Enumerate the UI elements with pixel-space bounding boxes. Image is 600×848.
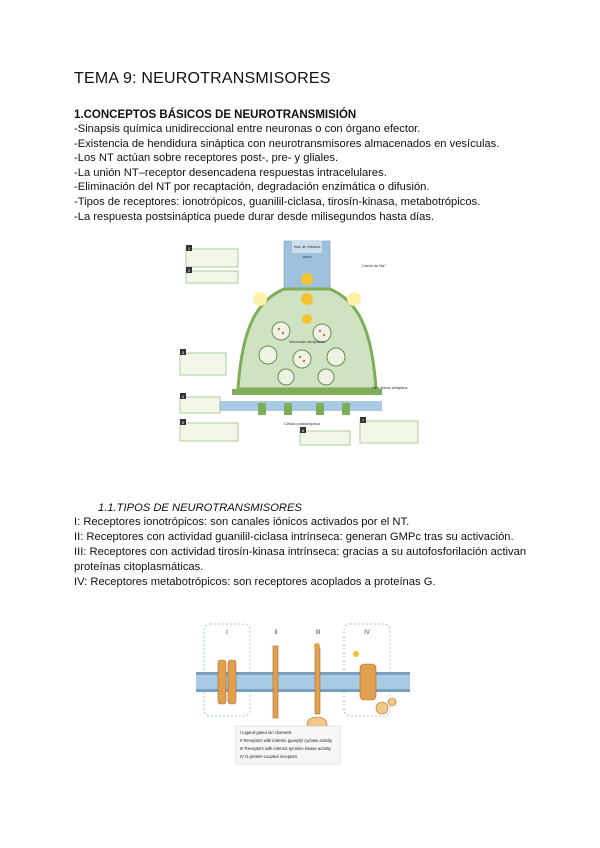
receptor-type-item: I: Receptores ionotrópicos: son canales iónicos activados por el NT. [74,516,410,528]
label-postsynaptic: Célula postsináptica [284,421,320,426]
panel-label: III [315,630,321,636]
receptor-type-item: II: Receptores con actividad guanilil-ciclasa intrínseca: generan GMPc tras su activación. [74,531,514,543]
page-title: TEMA 9: NEUROTRANSMISORES [74,70,331,87]
concept-line: -Existencia de hendidura sináptica con neurotransmisores almacenados en vesículas. [74,137,500,150]
svg-text:IV G protein-coupled receptors: IV G protein-coupled receptors [240,754,298,759]
concept-line: -La unión NT–receptor desencadena respuestas intracelulares. [74,166,387,179]
receptor-type-item: III: Receptores con actividad tirosín-kinasa intrínseca: gracias a su autofosforilación activan proteínas citoplasmáticas. [74,546,527,573]
svg-text:2: 2 [187,268,191,273]
step-box [360,417,418,443]
g-protein-receptor [360,664,376,700]
concept-line: -Eliminación del NT por recaptación, degradación enzimática o difusión. [74,181,430,194]
svg-text:II Receptors with intrinsic gu: II Receptors with intrinsic guanylyl cyclase activity [240,738,333,743]
panel-label: I [226,630,228,636]
receptor-types-figure [196,620,410,766]
concept-line: -Tipos de receptores: ionotrópicos, guanilil-ciclasa, tirosín-kinasa, metabotrópicos. [74,195,481,208]
svg-text:5: 5 [181,420,185,425]
receptor-types-list [74,515,564,590]
receptor-type-item: IV: Receptores metabotrópicos: son receptores acoplados a proteínas G. [74,576,436,588]
svg-text:3: 3 [181,350,185,355]
step-box [180,349,226,375]
concept-line: -Los NT actúan sobre receptores post-, pre- y gliales. [74,152,339,165]
label-vesicles: Vesículas sinápticas [288,339,326,344]
panel-label: II [274,630,278,636]
subsection-heading: 1.1.TIPOS DE NEUROTRANSMISORES [98,502,302,514]
label-channel: Canal de Na⁺ [362,263,387,268]
tyrosine-kinase-receptor [315,648,320,714]
label-axon: Axón [302,254,312,259]
guanylyl-cyclase-receptor [273,646,278,718]
concept-line: -La respuesta postsináptica puede durar desde milisegundos hasta días. [74,210,435,223]
svg-text:6: 6 [301,428,305,433]
synapse-figure [176,239,422,452]
svg-text:4: 4 [181,394,185,399]
panel-label: IV [364,630,370,636]
svg-text:1: 1 [187,246,191,251]
concept-line: -Sinapsis química unidireccional entre neuronas o con órgano efector. [74,123,421,135]
svg-text:7: 7 [361,418,365,423]
postsynaptic-membrane [216,401,382,411]
label-microtubules: Haz de túbulos [293,244,321,249]
concept-list [74,122,544,224]
section-heading: 1.CONCEPTOS BÁSICOS DE NEUROTRANSMISIÓN [74,109,357,121]
label-synaptic-cleft: Hendidura sináptica [372,385,408,390]
svg-text:I Ligand-gated ion channels: I Ligand-gated ion channels [240,730,292,735]
svg-text:III Receptors with intrinsic t: III Receptors with intrinsic tyrosine kinase activity [240,746,331,751]
